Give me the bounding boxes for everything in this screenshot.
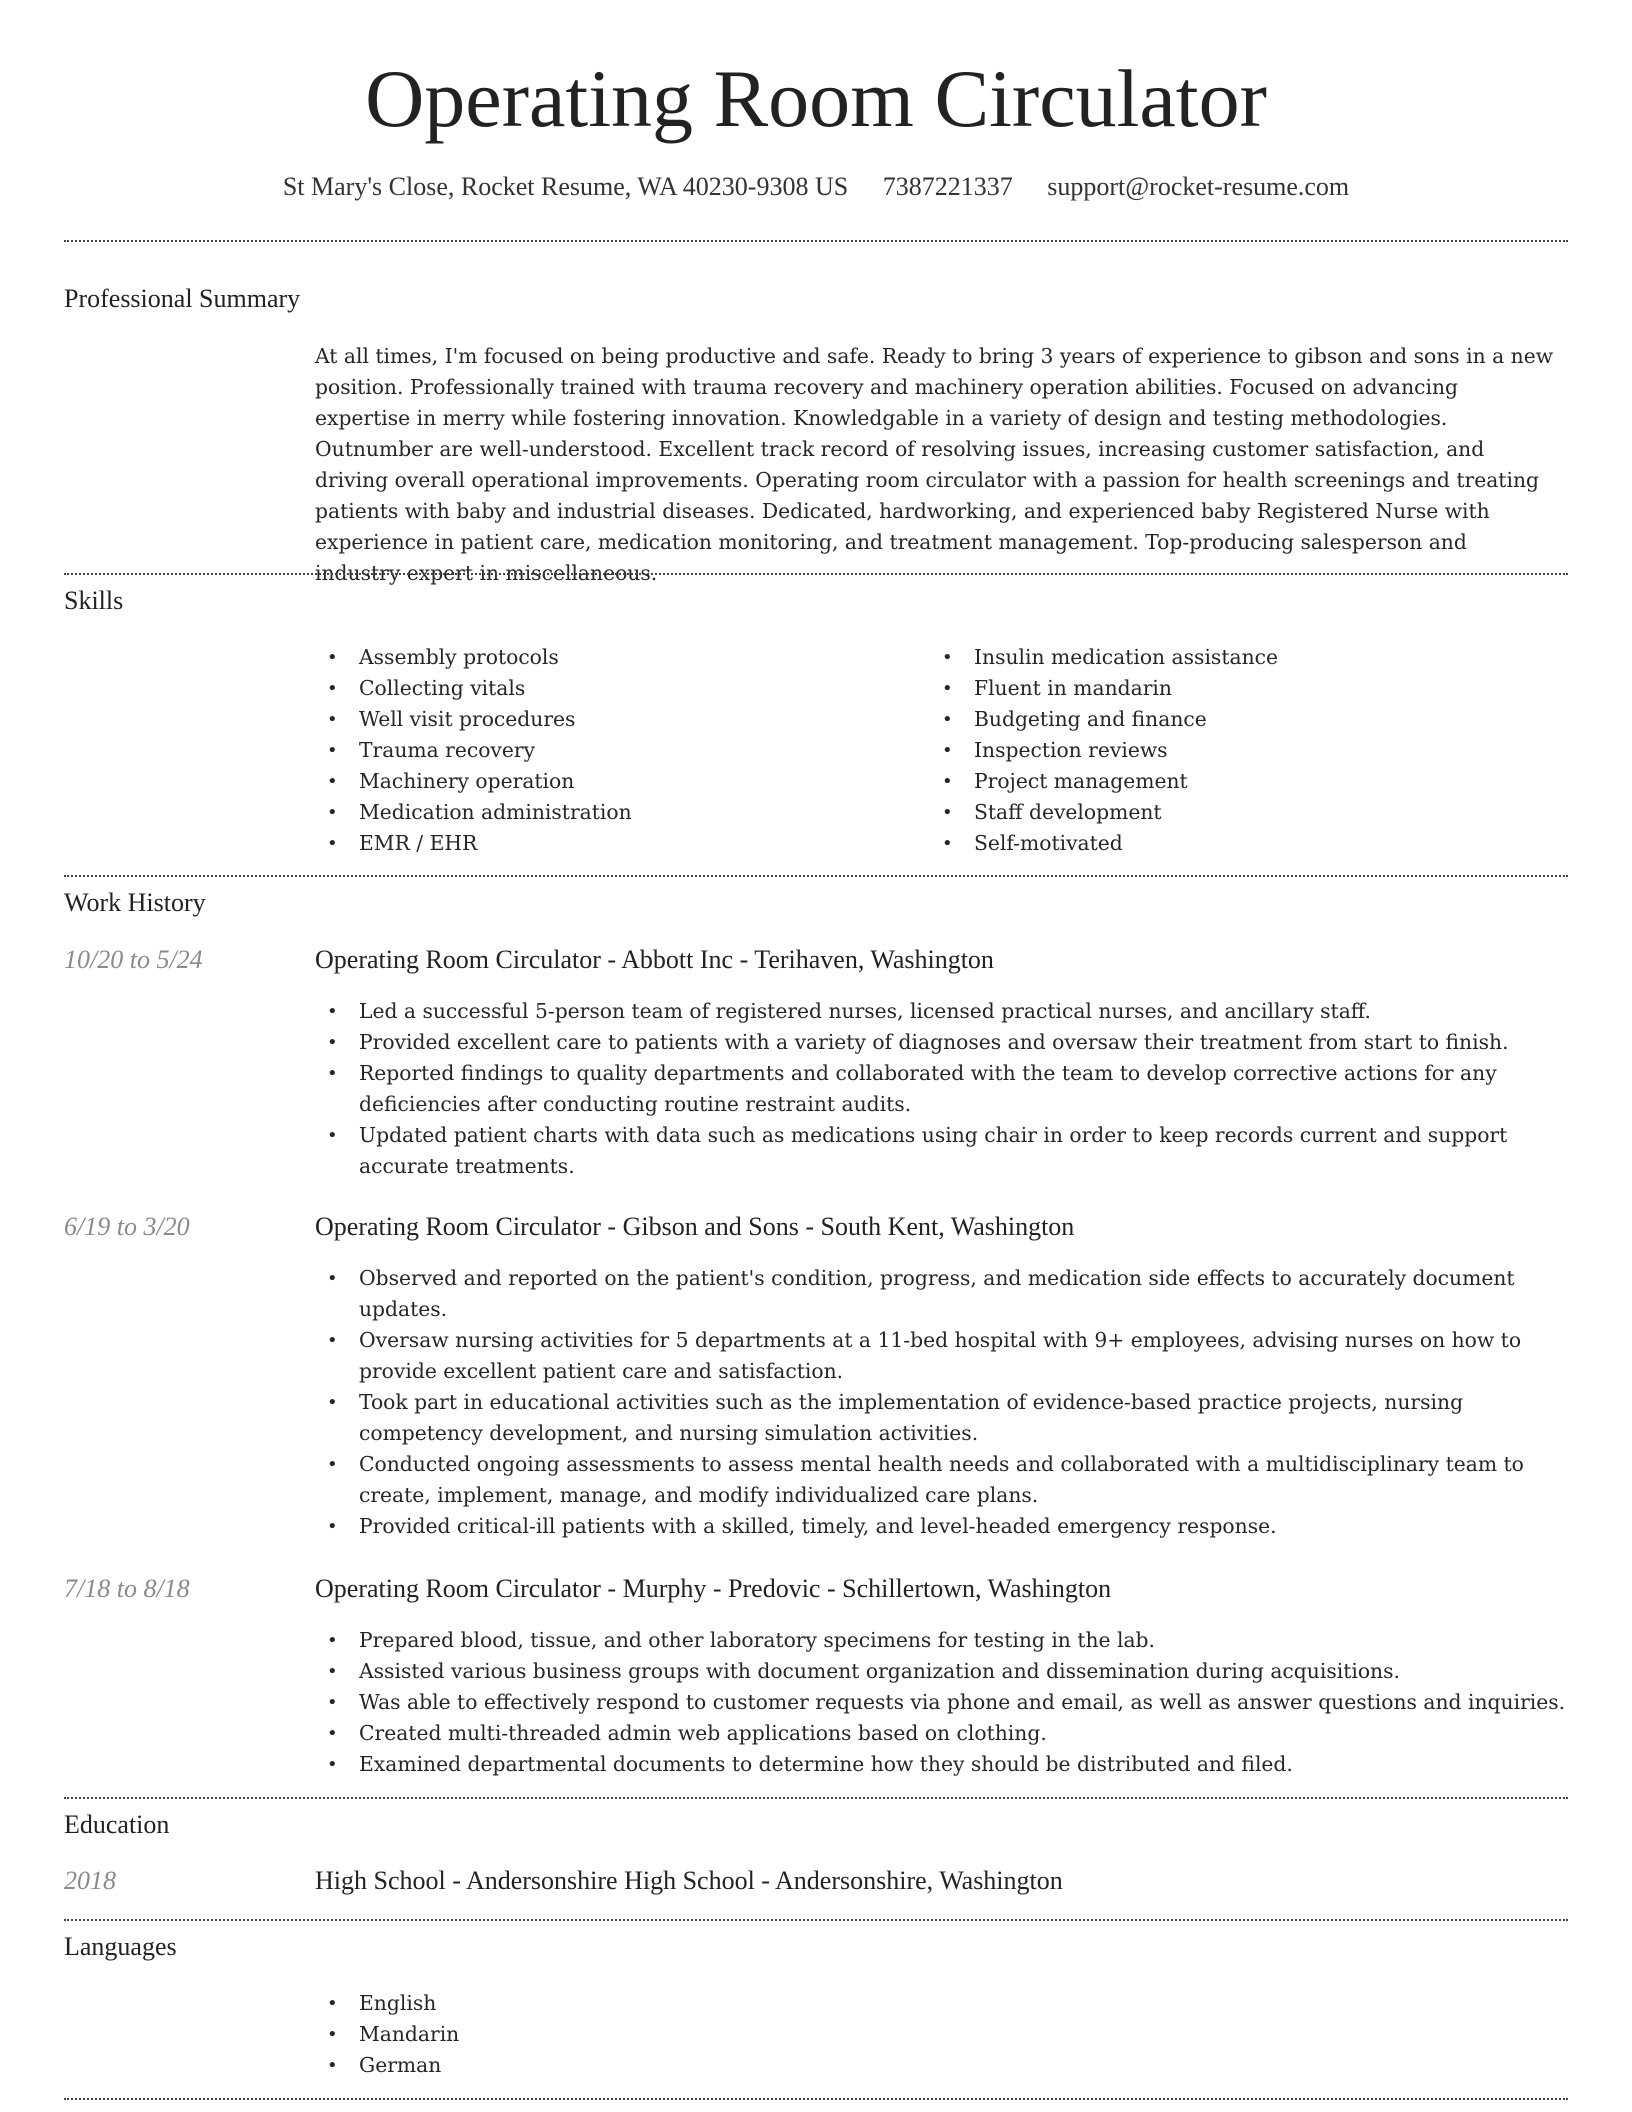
- language-item: • Mandarin: [315, 2019, 915, 2050]
- job-bullet: • Took part in educational activities such as the implementation of evidence-based practice projects, nursing competency development, and nursing simulation activities.: [315, 1387, 1577, 1449]
- job-bullet: • Observed and reported on the patient's condition, progress, and medication side effects to accurately document updates.: [315, 1263, 1577, 1325]
- summary-text: At all times, I'm focused on being productive and safe. Ready to bring 3 years of experience to gibson and sons in a new position. Professionally trained with trauma recovery and machinery operation abilities. Focused on advancing expertise in merry while fostering innovation. Knowledgable in a variety of design and testing methodologies. Outnumber are well-understood. Excellent track record of resolving issues, increasing customer satisfaction, and driving overall operational improvements. Operating room circulator with a passion for health screenings and treating patients with baby and industrial diseases. Dedicated, hardworking, and experienced baby Registered Nurse with experience in patient care, medication monitoring, and treatment management. Top-producing salesperson and industry expert in miscellaneous.: [315, 344, 1554, 585]
- resume-name: Operating Room Circulator: [365, 53, 1267, 144]
- skill-item: • EMR / EHR: [315, 828, 915, 859]
- divider: [64, 240, 1568, 242]
- skill-item: • Insulin medication assistance: [930, 642, 1550, 673]
- contact-line: [0, 170, 1632, 204]
- job-bullet: • Assisted various business groups with document organization and dissemination during acquisitions.: [315, 1656, 1577, 1687]
- job-bullets: [315, 996, 1577, 1182]
- skill-item: • Self-motivated: [930, 828, 1550, 859]
- job-dates: 10/20 to 5/24: [64, 945, 203, 974]
- divider: [64, 1797, 1568, 1799]
- skill-item: • Well visit procedures: [315, 704, 915, 735]
- contact-email: support@rocket-resume.com: [1047, 172, 1350, 201]
- job-bullet: • Oversaw nursing activities for 5 departments at a 11-bed hospital with 9+ employees, advising nurses on how to provide excellent patient care and satisfaction.: [315, 1325, 1577, 1387]
- language-item: • German: [315, 2050, 915, 2081]
- job-dates: 7/18 to 8/18: [64, 1574, 190, 1603]
- job-bullet: • Provided critical-ill patients with a skilled, timely, and level-headed emergency response.: [315, 1511, 1577, 1542]
- job-dates: 6/19 to 3/20: [64, 1212, 190, 1241]
- skill-item: • Assembly protocols: [315, 642, 915, 673]
- summary-heading: Professional Summary: [64, 284, 301, 313]
- job-title: Operating Room Circulator - Abbott Inc - Terihaven, Washington: [315, 945, 994, 974]
- languages-heading: Languages: [64, 1932, 177, 1961]
- education-heading: Education: [64, 1810, 170, 1839]
- job-bullets: [315, 1263, 1577, 1542]
- skill-item: • Staff development: [930, 797, 1550, 828]
- skills-list-right: [930, 642, 1550, 859]
- job-bullet: • Examined departmental documents to determine how they should be distributed and filed.: [315, 1749, 1577, 1780]
- job-bullet: • Conducted ongoing assessments to assess mental health needs and collaborated with a multidisciplinary team to create, implement, manage, and modify individualized care plans.: [315, 1449, 1577, 1511]
- job-title: Operating Room Circulator - Gibson and Sons - South Kent, Washington: [315, 1212, 1075, 1241]
- job-bullet: • Reported findings to quality departments and collaborated with the team to develop corrective actions for any deficiencies after conducting routine restraint audits.: [315, 1058, 1577, 1120]
- job-bullet: • Provided excellent care to patients with a variety of diagnoses and oversaw their treatment from start to finish.: [315, 1027, 1577, 1058]
- job-bullet: • Was able to effectively respond to customer requests via phone and email, as well as answer questions and inquiries.: [315, 1687, 1577, 1718]
- divider: [64, 2098, 1568, 2100]
- skill-item: • Project management: [930, 766, 1550, 797]
- contact-address: St Mary's Close, Rocket Resume, WA 40230-9308 US: [282, 172, 849, 201]
- languages-list: [315, 1988, 915, 2081]
- skill-item: • Collecting vitals: [315, 673, 915, 704]
- contact-phone: 7387221337: [882, 172, 1013, 201]
- skill-item: • Trauma recovery: [315, 735, 915, 766]
- divider: [64, 1919, 1568, 1921]
- work-heading: Work History: [64, 888, 206, 917]
- job-bullet: • Led a successful 5-person team of registered nurses, licensed practical nurses, and ancillary staff.: [315, 996, 1577, 1027]
- divider: [64, 875, 1568, 877]
- job-bullet: • Created multi-threaded admin web applications based on clothing.: [315, 1718, 1577, 1749]
- job-bullet: • Prepared blood, tissue, and other laboratory specimens for testing in the lab.: [315, 1625, 1577, 1656]
- job-bullet: • Updated patient charts with data such as medications using chair in order to keep records current and support accurate treatments.: [315, 1120, 1577, 1182]
- skill-item: • Medication administration: [315, 797, 915, 828]
- divider: [64, 573, 1568, 575]
- job-title: Operating Room Circulator - Murphy - Predovic - Schillertown, Washington: [315, 1574, 1112, 1603]
- skill-item: • Fluent in mandarin: [930, 673, 1550, 704]
- language-item: • English: [315, 1988, 915, 2019]
- skill-item: • Budgeting and finance: [930, 704, 1550, 735]
- education-year: 2018: [64, 1866, 116, 1895]
- skills-heading: Skills: [64, 586, 124, 615]
- skill-item: • Inspection reviews: [930, 735, 1550, 766]
- skills-list-left: [315, 642, 915, 859]
- education-title: High School - Andersonshire High School - Andersonshire, Washington: [315, 1866, 1063, 1895]
- skill-item: • Machinery operation: [315, 766, 915, 797]
- job-bullets: [315, 1625, 1577, 1780]
